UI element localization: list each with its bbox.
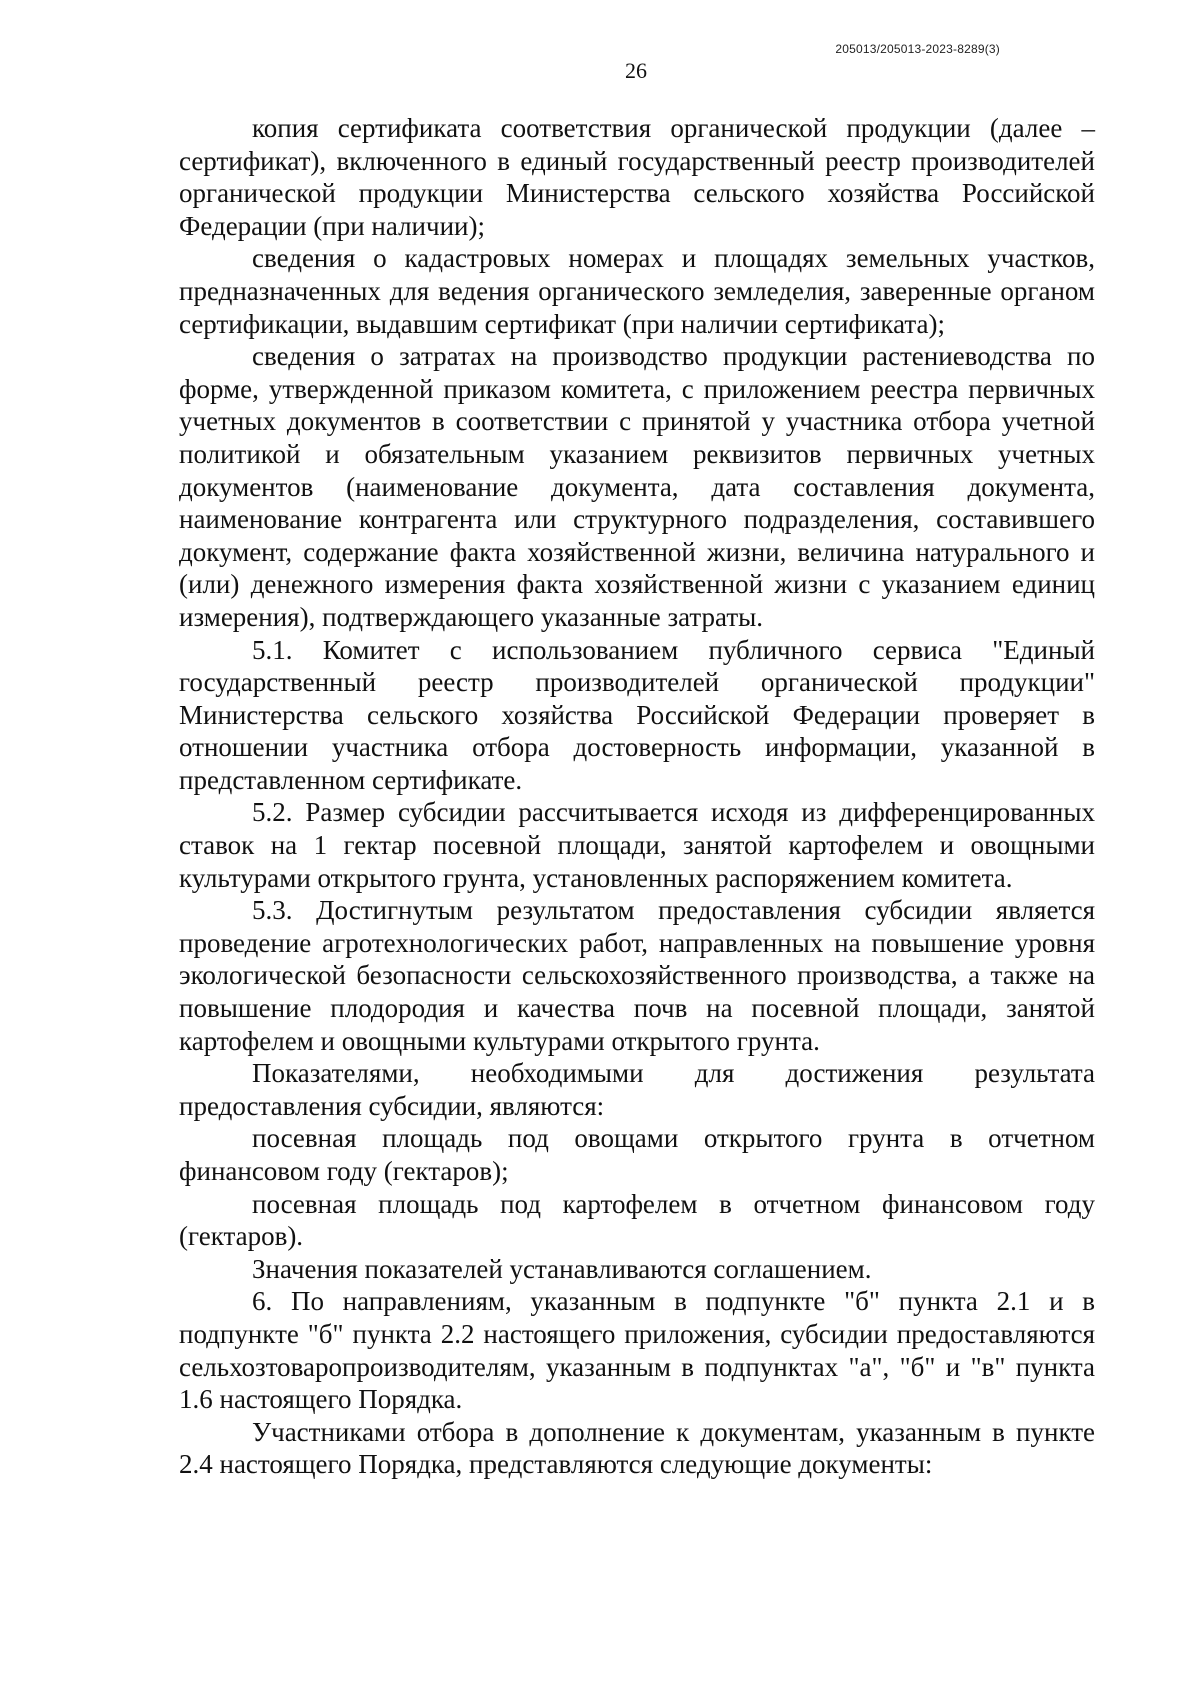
paragraph-indicator-vegetables: посевная площадь под овощами открытого грунта в отчетном финансовом году (гектаров); xyxy=(179,1123,1095,1186)
paragraph-indicators-intro: Показателями, необходимыми для достижения результата предоставления субсидии, являются: xyxy=(179,1058,1095,1121)
document-body xyxy=(179,112,1095,1481)
paragraph-costs-info: сведения о затратах на производство продукции растениеводства по форме, утвержденной приказом комитета, с приложением реестра первичных учетных документов в соответствии с принятой у участника отбора учетной политикой и обязательным указанием реквизитов первичных учетных документов (наименование документа, дата составления документа, наименование контрагента или структурного подразделения, составившего документ, содержание факта хозяйственной жизни, величина натурального и (или) денежного измерения факта хозяйственной жизни с указанием единиц измерения), подтверждающего указанные затраты. xyxy=(179,341,1095,632)
paragraph-cadastral-info: сведения о кадастровых номерах и площадях земельных участков, предназначенных для ведения органического земледелия, заверенные органом сертификации, выдавшим сертификат (при наличии сертификата); xyxy=(179,243,1095,339)
paragraph-5-1: 5.1. Комитет с использованием публичного сервиса "Единый государственный реестр производителей органической продукции" Министерства сельского хозяйства Российской Федерации проверяет в отношении участника отбора достоверность информации, указанной в представленном сертификате. xyxy=(179,634,1095,795)
paragraph-5-2: 5.2. Размер субсидии рассчитывается исходя из дифференцированных ставок на 1 гектар посевной площади, занятой картофелем и овощными культурами открытого грунта, установленных распоряжением комитета. xyxy=(179,797,1095,893)
paragraph-indicator-potatoes: посевная площадь под картофелем в отчетном финансовом году (гектаров). xyxy=(179,1188,1095,1252)
paragraph-5-3: 5.3. Достигнутым результатом предоставления субсидии является проведение агротехнологических работ, направленных на повышение уровня экологической безопасности сельскохозяйственного производства, а также на повышение плодородия и качества почв на посевной площади, занятой картофелем и овощными культурами открытого грунта. xyxy=(179,895,1095,1056)
page-number: 26 xyxy=(625,58,647,83)
paragraph-indicator-values: Значения показателей устанавливаются соглашением. xyxy=(252,1253,872,1284)
paragraph-certificate-copy: копия сертификата соответствия органической продукции (далее – сертификат), включенного в единый государственный реестр производителей органической продукции Министерства сельского хозяйства Российской Федерации (при наличии); xyxy=(179,113,1095,241)
paragraph-documents-intro: Участниками отбора в дополнение к документам, указанным в пункте 2.4 настоящего Порядка, представляются следующие документы: xyxy=(179,1416,1095,1480)
document-id: 205013/205013-2023-8289(3) xyxy=(835,42,1000,56)
paragraph-6: 6. По направлениям, указанным в подпункте "б" пункта 2.1 и в подпункте "б" пункта 2.2 настоящего приложения, субсидии предоставляются сельхозтоваропроизводителям, указанным в подпунктах "а", "б" и "в" пункта 1.6 настоящего Порядка. xyxy=(179,1286,1095,1415)
